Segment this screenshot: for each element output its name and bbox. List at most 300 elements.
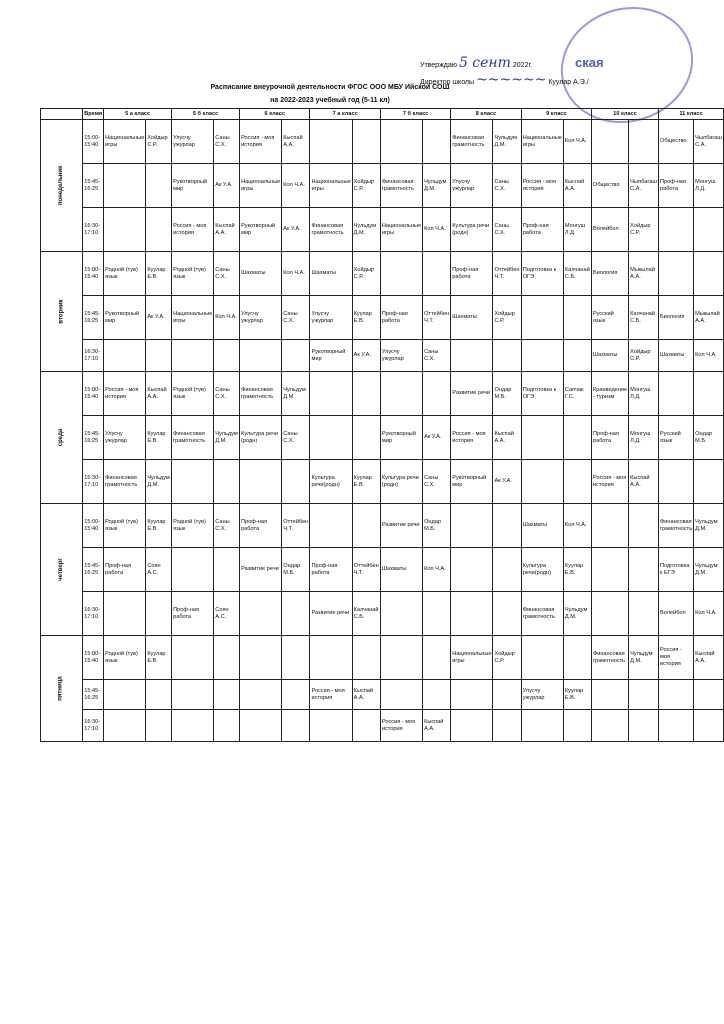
activity-cell: Подготовка к ОГЭ (521, 252, 563, 296)
activity-cell (659, 372, 694, 416)
teacher-cell (694, 372, 724, 416)
schedule-row (41, 296, 724, 340)
activity-cell (104, 208, 146, 252)
teacher-cell: Куулар Е.В. (146, 504, 172, 548)
teacher-cell: Саны С.Х. (423, 340, 451, 372)
teacher-cell: Калчанай С.Б. (352, 592, 380, 636)
teacher-cell (423, 680, 451, 710)
time-slot: 15:00-15:40 (83, 120, 104, 164)
day-label-cell (41, 504, 83, 636)
class-header: 6 класс (240, 109, 310, 120)
day-label-cell (41, 372, 83, 504)
activity-cell (451, 680, 493, 710)
teacher-cell: Чылбагаш С.А. (694, 120, 724, 164)
header-row (41, 109, 724, 120)
teacher-cell (214, 636, 240, 680)
teacher-cell: Мыкылай А.А. (629, 252, 659, 296)
teacher-cell (282, 460, 310, 504)
time-slot: 15:45-16:25 (83, 548, 104, 592)
teacher-cell (493, 340, 521, 372)
teacher-cell: Чульдум Д.М. (694, 504, 724, 548)
schedule-row (41, 120, 724, 164)
teacher-cell: Кол Ч.А. (423, 548, 451, 592)
activity-cell: Рукотворный мир (310, 340, 352, 372)
teacher-cell (282, 592, 310, 636)
activity-cell: Шахматы (310, 252, 352, 296)
activity-cell (310, 372, 352, 416)
activity-cell: Проф-ная работа (380, 296, 422, 340)
activity-cell: Финансовая грамотность (172, 416, 214, 460)
activity-cell: Улусчу ужурлар (380, 340, 422, 372)
director-name: Куулар А.Э./ (548, 79, 589, 86)
day-header-cell (41, 109, 83, 120)
activity-cell (172, 460, 214, 504)
teacher-cell (214, 710, 240, 742)
teacher-cell: Саны С.Х. (214, 120, 240, 164)
teacher-cell: Ак У.А. (146, 296, 172, 340)
time-slot: 16:30-17:10 (83, 710, 104, 742)
teacher-cell: Саны С.Х. (214, 372, 240, 416)
teacher-cell: Оттейбен Ч.Т. (493, 252, 521, 296)
activity-cell (240, 710, 282, 742)
teacher-cell: Хойдыр С.Р. (352, 252, 380, 296)
teacher-cell (146, 340, 172, 372)
class-header: 9 класс (521, 109, 591, 120)
activity-cell: Рукотворный мир (104, 296, 146, 340)
activity-cell (240, 592, 282, 636)
teacher-cell: Ак У.А. (214, 164, 240, 208)
teacher-cell (563, 296, 591, 340)
activity-cell: Развитие речи (240, 548, 282, 592)
activity-cell (310, 710, 352, 742)
activity-cell (104, 680, 146, 710)
activity-cell (521, 460, 563, 504)
activity-cell: Россия - моя история (521, 164, 563, 208)
activity-cell: Россия - моя история (172, 208, 214, 252)
activity-cell: Проф-ная работа (172, 592, 214, 636)
activity-cell: Родной (тув) язык (104, 504, 146, 548)
activity-cell: Россия - моя история (240, 120, 282, 164)
activity-cell (451, 504, 493, 548)
activity-cell (172, 340, 214, 372)
teacher-cell: Чульдум Д.М. (146, 460, 172, 504)
activity-cell (310, 416, 352, 460)
day-label: вторник (58, 299, 65, 324)
activity-cell (521, 416, 563, 460)
teacher-cell: Монгуш Л.Д. (629, 416, 659, 460)
teacher-cell (282, 636, 310, 680)
activity-cell (310, 636, 352, 680)
class-header: 8 класс (451, 109, 521, 120)
class-header: 5 а класс (104, 109, 172, 120)
activity-cell: Национальные игры (172, 296, 214, 340)
time-slot: 15:00-15:40 (83, 252, 104, 296)
activity-cell (240, 636, 282, 680)
activity-cell: Улусчу ужурлар (310, 296, 352, 340)
teacher-cell (563, 340, 591, 372)
time-slot: 15:00-15:40 (83, 636, 104, 680)
teacher-cell: Мыкылай А.А. (694, 296, 724, 340)
teacher-cell: Ак У.А. (282, 208, 310, 252)
teacher-cell: Кол Ч.А. (694, 592, 724, 636)
teacher-cell: Саны С.Х. (493, 164, 521, 208)
activity-cell (104, 710, 146, 742)
activity-cell (240, 460, 282, 504)
activity-cell: Рукотворный мир (240, 208, 282, 252)
activity-cell (172, 710, 214, 742)
teacher-cell: Хойдыр С.Р. (493, 636, 521, 680)
activity-cell: Россия - моя история (591, 460, 628, 504)
teacher-cell: Кол Ч.А. (694, 340, 724, 372)
teacher-cell: Чульдум Д.М. (493, 120, 521, 164)
activity-cell: Культура речи(родн) (310, 460, 352, 504)
activity-cell: Общество (659, 120, 694, 164)
activity-cell: Развитие речи (451, 372, 493, 416)
activity-cell: Развитие речи (380, 504, 422, 548)
teacher-cell (423, 592, 451, 636)
teacher-cell (493, 592, 521, 636)
time-slot: 16:30-17:10 (83, 592, 104, 636)
teacher-cell: Кол Ч.А. (282, 164, 310, 208)
activity-cell (451, 710, 493, 742)
activity-cell: Рукотворный мир (451, 460, 493, 504)
teacher-cell: Куулар Е.В. (146, 252, 172, 296)
teacher-cell: Оттейбен Ч.Т. (352, 548, 380, 592)
teacher-cell (423, 372, 451, 416)
activity-cell (380, 592, 422, 636)
teacher-cell: Саны С.Х. (214, 504, 240, 548)
time-slot: 16:30-17:10 (83, 460, 104, 504)
activity-cell: Шахматы (380, 548, 422, 592)
teacher-cell: Куулар Е.В. (352, 460, 380, 504)
activity-cell (240, 340, 282, 372)
activity-cell: Шахматы (521, 504, 563, 548)
activity-cell: Проф-ная работа (104, 548, 146, 592)
activity-cell: Проф-ная работа (451, 252, 493, 296)
teacher-cell: Чульдум Д.М. (352, 208, 380, 252)
activity-cell: Подготовка к ЕГЭ (659, 548, 694, 592)
activity-cell (310, 120, 352, 164)
schedule-row (41, 252, 724, 296)
teacher-cell (694, 460, 724, 504)
teacher-cell: Кол Ч.А. (282, 252, 310, 296)
activity-cell: Волейбол (591, 208, 628, 252)
activity-cell: Национальные игры (380, 208, 422, 252)
activity-cell (591, 120, 628, 164)
teacher-cell: Хойдыр С.Р. (146, 120, 172, 164)
schedule-row (41, 548, 724, 592)
day-label: четверг (58, 558, 65, 581)
teacher-cell: Ондар М.Б. (493, 372, 521, 416)
teacher-cell (214, 680, 240, 710)
activity-cell (380, 120, 422, 164)
teacher-cell: Куулар Е.В. (563, 548, 591, 592)
schedule-row (41, 636, 724, 680)
activity-cell (659, 252, 694, 296)
activity-cell (521, 340, 563, 372)
teacher-cell: Хойдыр С.Р. (493, 296, 521, 340)
activity-cell: Национальные игры (240, 164, 282, 208)
teacher-cell: Чульдум Д.М. (282, 372, 310, 416)
teacher-cell (694, 710, 724, 742)
activity-cell: Проф-ная работа (591, 416, 628, 460)
activity-cell (659, 710, 694, 742)
activity-cell (380, 252, 422, 296)
teacher-cell (493, 548, 521, 592)
activity-cell: Развитие речи (310, 592, 352, 636)
teacher-cell (352, 710, 380, 742)
time-slot: 15:45-16:25 (83, 680, 104, 710)
activity-cell: Финансовая грамотность (659, 504, 694, 548)
activity-cell (172, 636, 214, 680)
time-slot: 16:30-17:10 (83, 340, 104, 372)
teacher-cell: Хойдыр С.Р. (352, 164, 380, 208)
activity-cell (451, 592, 493, 636)
teacher-cell: Кыспай А.А. (146, 372, 172, 416)
activity-cell (104, 592, 146, 636)
teacher-cell: Монгуш Л.Д. (563, 208, 591, 252)
time-header: Время (83, 109, 104, 120)
activity-cell: Культура речи (родн) (380, 460, 422, 504)
activity-cell: Улусчу ужурлар (240, 296, 282, 340)
teacher-cell (214, 460, 240, 504)
activity-cell: Россия - моя история (380, 710, 422, 742)
activity-cell (591, 592, 628, 636)
class-header: 7 а класс (310, 109, 380, 120)
teacher-cell: Саны С.Х. (282, 416, 310, 460)
teacher-cell: Кыспай А.А. (563, 164, 591, 208)
activity-cell (104, 164, 146, 208)
teacher-cell: Хойдыр С.Р. (629, 208, 659, 252)
teacher-cell (352, 416, 380, 460)
teacher-cell (629, 710, 659, 742)
activity-cell (380, 372, 422, 416)
activity-cell (659, 460, 694, 504)
day-label: понедельник (58, 165, 65, 206)
schedule-row (41, 416, 724, 460)
teacher-cell: Саны С.Х. (493, 208, 521, 252)
activity-cell: Россия - моя история (104, 372, 146, 416)
teacher-cell: Саны С.Х. (423, 460, 451, 504)
teacher-cell: Кыспай А.А. (629, 460, 659, 504)
class-header: 5 б класс (172, 109, 240, 120)
activity-cell: Шахматы (591, 340, 628, 372)
teacher-cell (146, 592, 172, 636)
activity-cell (380, 680, 422, 710)
activity-cell: Национальные игры (521, 120, 563, 164)
activity-cell (451, 548, 493, 592)
activity-cell: Культура речи(родн) (521, 548, 563, 592)
teacher-cell: Куулар Е.В. (146, 416, 172, 460)
class-header: 7 б класс (380, 109, 450, 120)
seal-text: ская (575, 55, 604, 70)
activity-cell (591, 504, 628, 548)
teacher-cell (146, 164, 172, 208)
activity-cell (659, 680, 694, 710)
teacher-cell: Чульдум Д.М. (629, 636, 659, 680)
activity-cell: Россия - моя история (451, 416, 493, 460)
activity-cell: Финансовая грамотность (380, 164, 422, 208)
schedule-row (41, 372, 724, 416)
schedule-row (41, 340, 724, 372)
document-title: Расписание внеурочной деятельности ФГОС ООО МБУ Ийской СОШ (210, 84, 450, 91)
activity-cell: Шахматы (659, 340, 694, 372)
schedule-table (40, 108, 724, 742)
activity-cell: Родной (тув) язык (172, 372, 214, 416)
schedule-row (41, 504, 724, 548)
time-slot: 15:45-16:25 (83, 164, 104, 208)
teacher-cell: Ондар М.Б. (423, 504, 451, 548)
approval-signature: 5 сент (458, 55, 511, 71)
teacher-cell (423, 636, 451, 680)
director-signature: ~~~~~~ (476, 72, 547, 88)
director-label: Директор школы (420, 79, 475, 86)
time-slot: 15:45-16:25 (83, 416, 104, 460)
teacher-cell: Монгуш Л.Д. (629, 372, 659, 416)
teacher-cell: Чульдум Д.М. (214, 416, 240, 460)
teacher-cell: Хойдыр С.Р. (629, 340, 659, 372)
activity-cell: Русский язык (659, 416, 694, 460)
class-header: 11 класс (659, 109, 724, 120)
teacher-cell (352, 120, 380, 164)
activity-cell (310, 504, 352, 548)
activity-cell (521, 710, 563, 742)
teacher-cell: Куулар Е.В. (352, 296, 380, 340)
activity-cell: Россия - моя история (310, 680, 352, 710)
activity-cell: Родной (тув) язык (172, 252, 214, 296)
activity-cell: Биология (659, 296, 694, 340)
teacher-cell: Кыспай А.А. (282, 120, 310, 164)
activity-cell: Финансовая грамотность (521, 592, 563, 636)
teacher-cell (629, 548, 659, 592)
teacher-cell: Калчанай С.Б. (629, 296, 659, 340)
activity-cell: Национальные игры (310, 164, 352, 208)
teacher-cell (563, 710, 591, 742)
teacher-cell: Кол Ч.А. (563, 120, 591, 164)
schedule-row (41, 710, 724, 742)
teacher-cell: Ондар М.Б. (282, 548, 310, 592)
day-label: пятница (58, 676, 65, 701)
teacher-cell (282, 710, 310, 742)
teacher-cell: Оттейбен Ч.Т. (423, 296, 451, 340)
teacher-cell: Соян А.С. (214, 592, 240, 636)
approval-date: 2022г. (512, 62, 533, 69)
activity-cell: Культура речи (родн) (451, 208, 493, 252)
class-header: 10 класс (591, 109, 658, 120)
document-subtitle: на 2022-2023 учебный год (5-11 кл) (270, 97, 390, 104)
activity-cell (591, 548, 628, 592)
activity-cell: Биология (591, 252, 628, 296)
activity-cell: Финансовая грамотность (104, 460, 146, 504)
teacher-cell: Чульдум Д.М. (423, 164, 451, 208)
schedule-row (41, 208, 724, 252)
teacher-cell: Калчанай С.Б. (563, 252, 591, 296)
teacher-cell (352, 504, 380, 548)
teacher-cell: Саны С.Х. (214, 252, 240, 296)
teacher-cell (146, 680, 172, 710)
activity-cell (591, 680, 628, 710)
teacher-cell (629, 680, 659, 710)
teacher-cell: Куулар Е.В. (146, 636, 172, 680)
teacher-cell: Ондар М.Б. (694, 416, 724, 460)
day-label: среда (58, 428, 65, 447)
teacher-cell: Кол Ч.А. (423, 208, 451, 252)
teacher-cell: Кыспай А.А. (423, 710, 451, 742)
teacher-cell (563, 636, 591, 680)
schedule-row (41, 592, 724, 636)
teacher-cell (493, 710, 521, 742)
activity-cell: Рукотворный мир (172, 164, 214, 208)
teacher-cell: Ак У.А. (352, 340, 380, 372)
teacher-cell: Монгуш Л.Д. (694, 164, 724, 208)
activity-cell: Россия - моя история (659, 636, 694, 680)
schedule-row (41, 164, 724, 208)
activity-cell (172, 680, 214, 710)
teacher-cell (214, 548, 240, 592)
approval-line (420, 56, 589, 73)
teacher-cell (146, 208, 172, 252)
activity-cell: Улусчу ужурлар (521, 680, 563, 710)
activity-cell: Проф-ная работа (310, 548, 352, 592)
activity-cell: Национальные игры (451, 636, 493, 680)
activity-cell (380, 636, 422, 680)
activity-cell (104, 340, 146, 372)
teacher-cell (423, 120, 451, 164)
teacher-cell: Кыспай А.А. (352, 680, 380, 710)
activity-cell (521, 296, 563, 340)
activity-cell: Проф-ная работа (521, 208, 563, 252)
activity-cell: Улусчу ужурлар (104, 416, 146, 460)
activity-cell: Национальные игры (104, 120, 146, 164)
activity-cell: Улусчу ужурлар (451, 164, 493, 208)
activity-cell: Финансовая грамотность (240, 372, 282, 416)
day-label-cell (41, 636, 83, 742)
activity-cell: Родной (тув) язык (104, 636, 146, 680)
teacher-cell (423, 252, 451, 296)
activity-cell: Волейбол (659, 592, 694, 636)
teacher-cell: Кол Ч.А. (214, 296, 240, 340)
teacher-cell (282, 680, 310, 710)
time-slot: 16:30-17:10 (83, 208, 104, 252)
teacher-cell (563, 416, 591, 460)
teacher-cell (282, 340, 310, 372)
teacher-cell: Кол Ч.А. (563, 504, 591, 548)
time-slot: 15:00-15:40 (83, 504, 104, 548)
activity-cell (451, 340, 493, 372)
activity-cell (172, 548, 214, 592)
activity-cell: Финансовая грамотность (451, 120, 493, 164)
activity-cell: Финансовая грамотность (310, 208, 352, 252)
teacher-cell: Оттейбен Ч.Т. (282, 504, 310, 548)
teacher-cell (352, 372, 380, 416)
schedule-row (41, 680, 724, 710)
teacher-cell: Соян А.С. (146, 548, 172, 592)
day-label-cell (41, 252, 83, 372)
teacher-cell: Кыспай А.А. (493, 416, 521, 460)
activity-cell: Шахматы (451, 296, 493, 340)
teacher-cell (629, 592, 659, 636)
activity-cell: Родной (тув) язык (104, 252, 146, 296)
teacher-cell (563, 460, 591, 504)
teacher-cell: Кыспай А.А. (694, 636, 724, 680)
activity-cell: Шахматы (240, 252, 282, 296)
activity-cell (240, 680, 282, 710)
activity-cell: Улусчу ужурлар (172, 120, 214, 164)
activity-cell (521, 636, 563, 680)
teacher-cell (694, 252, 724, 296)
teacher-cell (146, 710, 172, 742)
activity-cell: Общество (591, 164, 628, 208)
